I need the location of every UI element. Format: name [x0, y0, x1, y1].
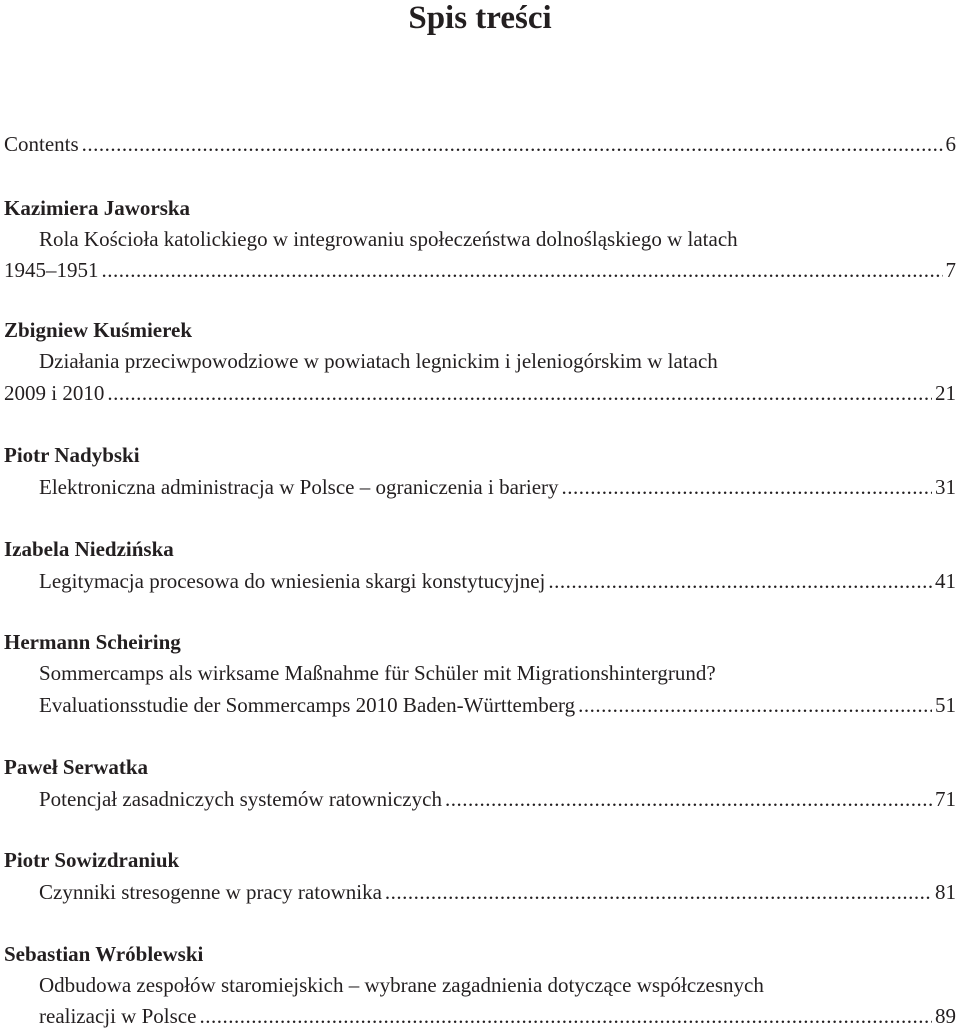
- toc-author: Paweł Serwatka: [4, 755, 149, 779]
- toc-page-number: 21: [935, 381, 956, 405]
- toc-entry-title: Odbudowa zespołów staromiejskich – wybrane zagadnienia dotyczące współczesnych: [39, 973, 764, 997]
- toc-entry-title-last-line: [39, 878, 956, 906]
- toc-page-number: 7: [945, 258, 956, 282]
- toc-author: Hermann Scheiring: [4, 630, 181, 654]
- toc-page-number: 71: [935, 787, 956, 811]
- toc-entry-title-last-line: [39, 473, 956, 501]
- toc-author: Sebastian Wróblewski: [4, 942, 204, 966]
- toc-page-number: 89: [935, 1004, 956, 1028]
- toc-entry-title: Rola Kościoła katolickiego w integrowaniu społeczeństwa dolnośląskiego w latach: [39, 227, 738, 251]
- toc-entry-title: Działania przeciwpowodziowe w powiatach legnickim i jeleniogórskim w latach: [39, 349, 718, 373]
- toc-entry-title: Elektroniczna administracja w Polsce – ograniczenia i bariery: [39, 475, 559, 499]
- dot-leader: [562, 473, 932, 501]
- toc-page-number: 31: [935, 475, 956, 499]
- toc-author: Kazimiera Jaworska: [4, 196, 191, 220]
- toc-entry-contents[interactable]: [4, 130, 956, 158]
- toc-author: Zbigniew Kuśmierek: [4, 318, 193, 342]
- dot-leader: [578, 691, 932, 719]
- toc-entry-title: Sommercamps als wirksame Maßnahme für Schüler mit Migrationshintergrund?: [39, 661, 716, 685]
- dot-leader: [548, 567, 932, 595]
- toc-page-number: 81: [935, 880, 956, 904]
- dot-leader: [385, 878, 932, 906]
- toc-entry-title: Contents: [4, 132, 79, 156]
- dot-leader: [107, 379, 932, 407]
- page-title: Spis treści: [408, 0, 552, 36]
- dot-leader: [445, 785, 932, 813]
- toc-entry-title: 2009 i 2010: [4, 381, 105, 405]
- toc-entry-title: Evaluationsstudie der Sommercamps 2010 Baden-Württemberg: [39, 693, 576, 717]
- toc-author: Piotr Sowizdraniuk: [4, 848, 180, 872]
- toc-page-number: 41: [935, 569, 956, 593]
- toc-entry-title: Czynniki stresogenne w pracy ratownika: [39, 880, 382, 904]
- toc-entry-title-last-line: [39, 1002, 956, 1030]
- toc-entry-title: Potencjał zasadniczych systemów ratowniczych: [39, 787, 442, 811]
- toc-entry-title: 1945–1951: [4, 258, 99, 282]
- toc-entry-title-last-line: [39, 785, 956, 813]
- dot-leader: [199, 1002, 932, 1030]
- toc-page-number: 51: [935, 693, 956, 717]
- toc-page-number: 6: [945, 132, 956, 156]
- toc-author: Izabela Niedzińska: [4, 537, 174, 561]
- toc-entry-title-last-line: [4, 256, 956, 284]
- toc-entry-title: realizacji w Polsce: [39, 1004, 197, 1028]
- toc-entry-title-last-line: [39, 567, 956, 595]
- dot-leader: [82, 130, 943, 158]
- toc-entry-title-last-line: [4, 379, 956, 407]
- dot-leader: [102, 256, 943, 284]
- toc-entry-title-last-line: [39, 691, 956, 719]
- toc-author: Piotr Nadybski: [4, 443, 140, 467]
- toc-entry-title: Legitymacja procesowa do wniesienia skargi konstytucyjnej: [39, 569, 546, 593]
